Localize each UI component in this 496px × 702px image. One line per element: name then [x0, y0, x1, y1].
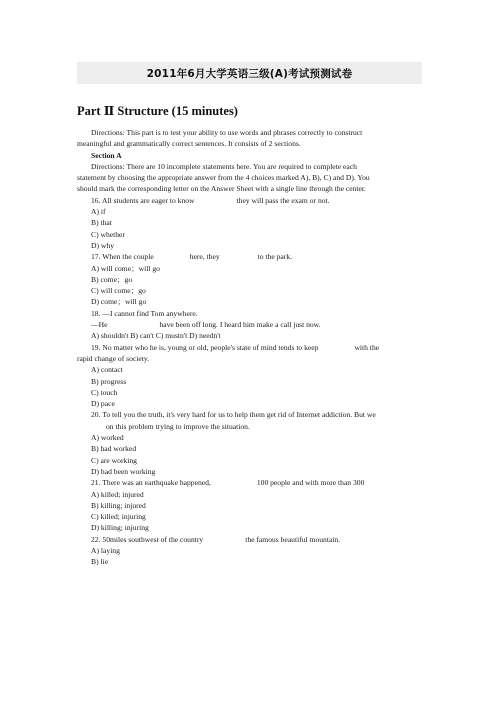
question-text: 21. There was an earthquake happened,: [91, 478, 211, 488]
answer-option: B) lie: [91, 557, 109, 567]
question-stem: 18. —I cannot find Tom anywhere.: [91, 308, 198, 318]
question-stem: on this problem trying to improve the situation.: [106, 421, 250, 431]
answer-option: B) killing; injured: [91, 500, 146, 510]
answer-option: A) killed; injured: [91, 489, 144, 499]
title-banner: [77, 62, 422, 84]
answer-option: D) killing; injuring: [91, 523, 149, 533]
answer-option: B) had worked: [91, 444, 137, 454]
directions-line: Directions: This part is to test your ability to use words and phrases correctly to construct: [91, 128, 363, 137]
answer-option: D) come；will go: [91, 297, 147, 307]
question-stem: [77, 251, 422, 262]
answer-option: D) had been working: [91, 466, 156, 476]
question-text: with the: [354, 342, 380, 352]
answer-option: B) progress: [91, 376, 127, 386]
answer-option: C) touch: [91, 387, 118, 397]
question-text: 22. 50miles southwest of the country: [91, 534, 204, 544]
answer-option: A) laying: [91, 545, 120, 555]
question-text: —He: [91, 320, 108, 330]
answer-option: C) will come；go: [91, 286, 146, 296]
question-text: the famous beautiful mountain.: [245, 534, 341, 544]
question-text: they will pass the exam or not.: [236, 195, 330, 205]
question-stem: [77, 534, 422, 545]
answer-option: C) whether: [91, 229, 125, 239]
question-text: 19. No matter who he is, young or old, people's state of mind tends to keep: [91, 342, 319, 352]
answer-option: A) will come；will go: [91, 263, 160, 273]
question-stem: [77, 477, 422, 488]
answer-option: B) that: [91, 218, 112, 228]
question-text: to the park.: [257, 252, 293, 262]
question-stem: rapid change of society.: [77, 353, 150, 363]
question-text: 100 people and with more than 300: [256, 478, 365, 488]
question-text: here, they: [189, 252, 220, 262]
directions-line: meaningful and grammatically correct sentences. It consists of 2 sections.: [77, 139, 301, 149]
question-text: have been off long. I heard him make a call just now.: [159, 320, 321, 330]
answer-options-line: A) shouldn't B) can't C) mustn't D) needn't: [91, 331, 221, 341]
directions-line: Directions: There are 10 incomplete statements here. You are required to complete each: [91, 161, 357, 171]
document-body: [77, 127, 422, 568]
document-title: 2011年6月大学英语三级(A)考试预测试卷: [146, 67, 353, 80]
section-label: Section A: [91, 150, 122, 160]
answer-option: B) come；go: [91, 274, 133, 284]
question-stem: [77, 195, 422, 206]
answer-option: A) if: [91, 207, 106, 217]
answer-option: C) killed; injuring: [91, 512, 146, 522]
answer-option: C) are working: [91, 455, 137, 465]
question-stem: [77, 319, 422, 330]
question-stem: [77, 342, 422, 353]
answer-option: D) pace: [91, 399, 115, 409]
question-stem: 20. To tell you the truth, it's very hard for us to help them get rid of Internet addiction. But we: [91, 410, 376, 420]
question-text: 17. When the couple: [91, 252, 154, 262]
directions-line: should mark the corresponding letter on the Answer Sheet with a single line through the center.: [77, 184, 366, 194]
part-heading: Part Ⅱ Structure (15 minutes): [77, 104, 238, 118]
answer-option: D) why: [91, 240, 114, 250]
answer-option: A) contact: [91, 365, 123, 375]
directions-line: statement by choosing the appropriate answer from the 4 choices marked A), B), C) and D). You: [77, 173, 370, 183]
answer-option: A) worked: [91, 433, 124, 443]
question-text: 16. All students are eager to know: [91, 195, 195, 205]
